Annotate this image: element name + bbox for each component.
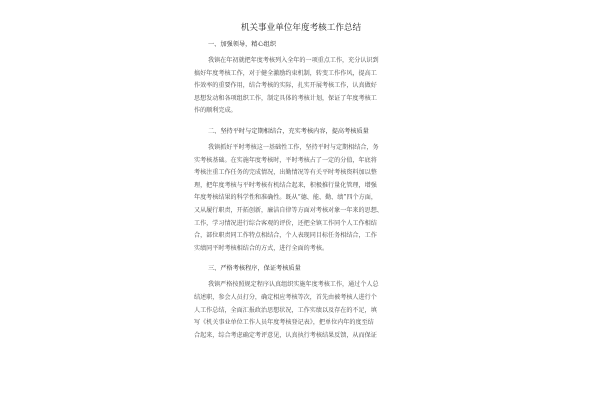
section-paragraph bbox=[194, 55, 408, 118]
section-paragraph bbox=[194, 279, 408, 342]
section-heading: 一、加强领导，精心组织 bbox=[208, 41, 277, 48]
paragraph-line: 我镇抓好平时考核这一基础性工作，坚持平时与定期相结合，务 bbox=[208, 143, 379, 151]
document-title: 机关事业单位年度考核工作总结 bbox=[240, 23, 362, 33]
section-3 bbox=[194, 264, 408, 342]
document-body bbox=[194, 22, 408, 351]
paragraph-line: 考核注重工作任务的完成情况，出勤情况等有关平时考核资料加以整 bbox=[194, 169, 377, 177]
paragraph-line: 合起来，综合考虑确定考评意见，认真执行考核结果反馈，从而保证 bbox=[194, 331, 377, 339]
section-2 bbox=[194, 127, 408, 255]
paragraph-line: 实考核基础。在实施年度考核时，平时考核占了一定的分值，年底将 bbox=[194, 156, 377, 164]
paragraph-line: 写《机关事业单位工作人员年度考核登记表》，把单位内年的度至结 bbox=[194, 319, 374, 327]
paragraph-line: 我镇严格按照规定程序认真组织实施年度考核工作，通过个人总 bbox=[208, 281, 379, 289]
paragraph-line: 工作，学习情况进行综合客观的评价，还把全镇工作同个人工作相结 bbox=[194, 219, 377, 227]
paragraph-line: 人工作总结，全面汇报政治思想状况，工作实绩以及存在的不足，填 bbox=[194, 306, 377, 314]
paragraph-line: 搞好年度考核工作，对于健全激励约束机制，转变工作作风，提高工 bbox=[194, 69, 377, 77]
section-1 bbox=[194, 40, 408, 118]
paragraph-line: 实绩同平时考核相结合的方式，进行全面的考核。 bbox=[194, 244, 329, 252]
paragraph-line: 合，部位职责同工作特点相结合，个人表现同目标任务相结合，工作 bbox=[194, 232, 377, 240]
section-heading: 三、严格考核程序，保证考核质量 bbox=[208, 265, 301, 273]
section-heading: 二、坚持平时与定期相结合，充实考核内容，提高考核质量 bbox=[208, 127, 369, 135]
paragraph-line: 作的顺利完成。 bbox=[194, 107, 237, 115]
section-paragraph bbox=[194, 142, 408, 255]
paragraph-line: 结述职，参会人员打分，确定相应考核等次，首先由被考核人进行个 bbox=[194, 293, 377, 301]
paragraph-line: 年度考核结果的科学性和准确性。既从“德、能、勤、绩”四个方面， bbox=[194, 194, 377, 202]
paragraph-line: 作效率的重要作用，结合考核的实际，扎实开展考核工作，认真做好 bbox=[194, 82, 377, 90]
paragraph-line: 理，把年度考核与平时考核有机结合起来，积极推行量化管理，增强 bbox=[194, 181, 377, 189]
paragraph-line: 又从履行职责，开拓创新，廉洁自律等方面对考核对象一年来的思想、 bbox=[194, 206, 383, 214]
paragraph-line: 我镇在年初就把年度考核列入全年的一项重点工作，充分认识到 bbox=[208, 57, 379, 64]
paragraph-line: 思想发动和各项组织工作，制定具体的考核计划，保证了年度考核工 bbox=[194, 94, 377, 102]
